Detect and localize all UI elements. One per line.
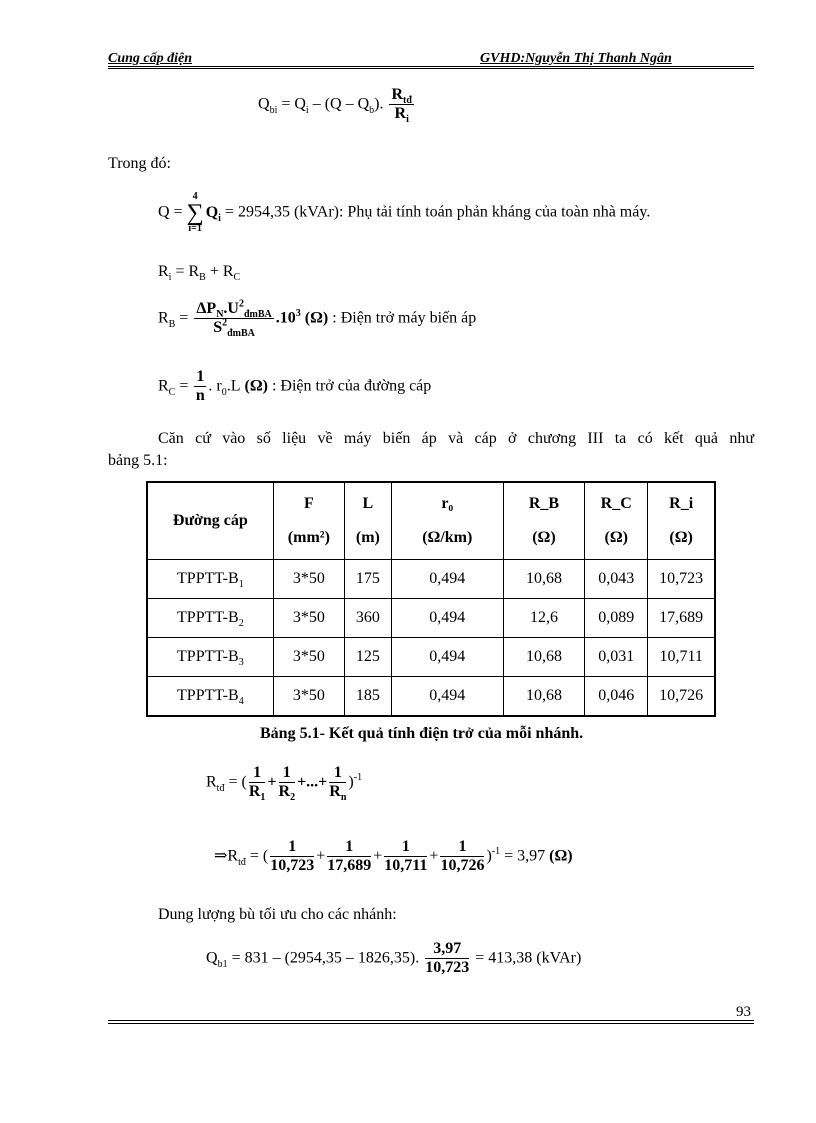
cell-l: 360 xyxy=(344,599,391,638)
cell-l: 125 xyxy=(344,638,391,677)
cell-rc: 0,031 xyxy=(585,638,648,677)
implies-arrow-icon: ⇒ xyxy=(214,847,228,865)
cell-f: 3*50 xyxy=(273,677,344,717)
cell-l: 185 xyxy=(344,677,391,717)
cell-r0: 0,494 xyxy=(391,599,503,638)
cell-ri: 10,711 xyxy=(648,638,715,677)
fraction-rc: $\frac{1}{n}$ xyxy=(195,368,205,405)
formula-rc: $R_C$ = $\frac{1}{n}$ . $r_0.L$ (Ω) : Điện trở của đường cáp xyxy=(158,368,432,405)
cell-rb: 10,68 xyxy=(503,677,584,717)
footer-rule-2 xyxy=(108,1023,754,1024)
header-rb: R_B (Ω) xyxy=(503,482,584,560)
cell-rc: 0,043 xyxy=(585,560,648,599)
cell-rb: 12,6 xyxy=(503,599,584,638)
cell-rc: 0,089 xyxy=(585,599,648,638)
formula-qb1: $Q_{b1} = 831 - (2954,35 - 1826,35)$. $\frac{3,97}{10,723}$ = 413,38 (kVAr) xyxy=(206,940,582,977)
header-rule-2 xyxy=(108,68,754,69)
cell-f: 3*50 xyxy=(273,599,344,638)
cell-rc: 0,046 xyxy=(585,677,648,717)
table-row xyxy=(147,638,715,677)
cell-name: TPPTT-$B_2$ xyxy=(147,599,273,638)
cell-ri: 10,723 xyxy=(648,560,715,599)
cell-r0: 0,494 xyxy=(391,560,503,599)
fraction-rtd-ri: $R_{tđ}$ $R_i$ xyxy=(391,86,412,126)
header-rule-1 xyxy=(108,66,754,67)
paragraph-line-2: bảng 5.1: xyxy=(108,452,168,469)
cell-name: TPPTT-$B_4$ xyxy=(147,677,273,717)
cell-rb: 10,68 xyxy=(503,638,584,677)
cell-f: 3*50 xyxy=(273,638,344,677)
cell-name: TPPTT-$B_3$ xyxy=(147,638,273,677)
cell-ri: 10,726 xyxy=(648,677,715,717)
header-f: F (mm²) xyxy=(273,482,344,560)
cell-name: TPPTT-$B_1$ xyxy=(147,560,273,599)
header-duong-cap: Đường cáp xyxy=(147,482,273,560)
fraction-rb: $\Delta P_N.U^2_{đmBA}$ $S^2_{đmBA}$ xyxy=(196,298,272,340)
formula-qbi: $Q_{bi} = Q_i - (Q - Q_b)$. $R_{tđ}$ $R_i$ xyxy=(258,86,412,126)
formula-ri: $R_i = R_B + R_C$ xyxy=(158,263,241,284)
cell-f: 3*50 xyxy=(273,560,344,599)
formula-rb: $R_B$ = $\Delta P_N.U^2_{đmBA}$ $S^2_{đmBA}$ $.10^3$ (Ω) : Điện trở máy biến áp xyxy=(158,298,477,340)
formula-rtd: $R_{tđ}$ = ( $\frac{1}{R_1}$ + $\frac{1}{R_2}$ +...+ $\frac{1}{R_n}$ )$^{-1}$ xyxy=(206,764,363,804)
table-row xyxy=(147,677,715,717)
cell-rb: 10,68 xyxy=(503,560,584,599)
table-header-row xyxy=(147,482,715,560)
header-rc: R_C (Ω) xyxy=(585,482,648,560)
page-number: 93 xyxy=(736,1004,751,1020)
formula-rtd-calc: $\Rightarrow R_{tđ}$ = ( $\frac{1}{10,723}$ + $\frac{1}{17,689}$ + $\frac{1}{10,711}$ + $\frac{1}{10,726}$ )$^{-1}$ = 3,97 (Ω) xyxy=(214,838,573,875)
optimal-compensation-text: Dung lượng bù tối ưu cho các nhánh: xyxy=(158,906,397,923)
cell-r0: 0,494 xyxy=(391,638,503,677)
sigma-symbol: 4 ∑ i=1 xyxy=(186,191,204,234)
header-right: GVHD:Nguyễn Thị Thanh Ngân xyxy=(480,51,672,66)
formula-q-sum: Q = 4 ∑ i=1 $Q_i = 2954,35$ (kVAr): Phụ tải tính toán phản kháng của toàn nhà máy. xyxy=(158,191,651,234)
header-r0: r₀ (Ω/km) xyxy=(391,482,503,560)
table-row xyxy=(147,599,715,638)
table-row xyxy=(147,560,715,599)
results-table xyxy=(146,481,716,717)
paragraph-line-1: Căn cứ vào số liệu về máy biến áp và cáp ở chương III ta có kết quả như xyxy=(158,430,754,447)
header-ri: R_i (Ω) xyxy=(648,482,715,560)
cell-ri: 17,689 xyxy=(648,599,715,638)
cell-l: 175 xyxy=(344,560,391,599)
footer-rule-1 xyxy=(108,1020,754,1021)
header-l: L (m) xyxy=(344,482,391,560)
header-left: Cung cấp điện xyxy=(108,51,193,66)
table-caption: Bảng 5.1- Kết quả tính điện trở của mỗi nhánh. xyxy=(260,725,584,742)
trong-do-label: Trong đó: xyxy=(108,155,171,172)
cell-r0: 0,494 xyxy=(391,677,503,717)
